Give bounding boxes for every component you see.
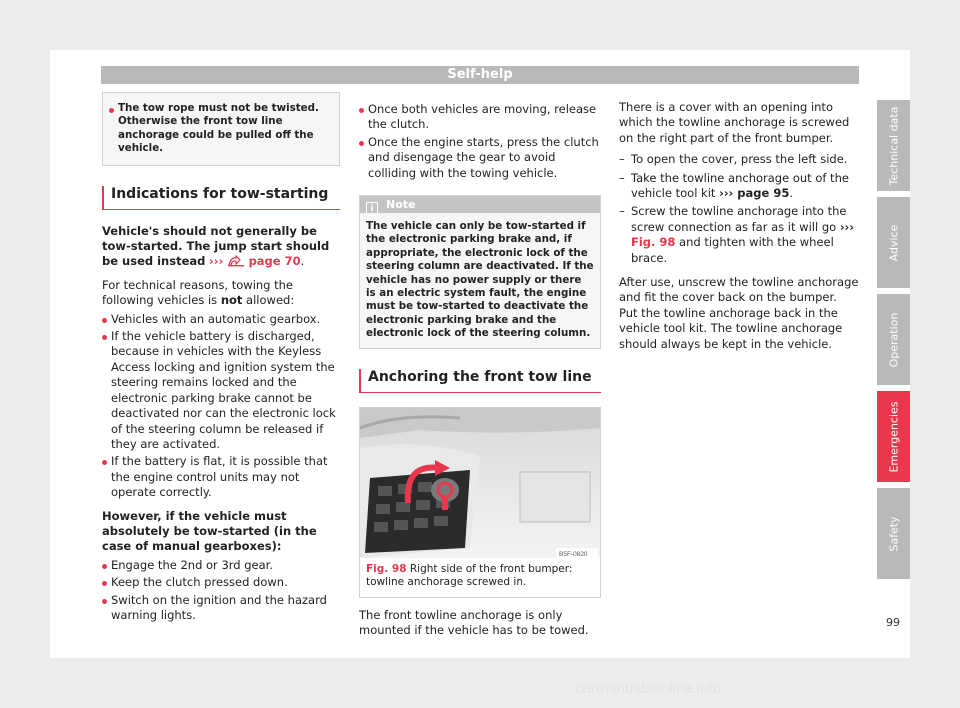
intro-bold-text: Vehicle's should not generally be tow-started. The jump start should be used instead [102,223,330,269]
info-icon: i [366,202,378,216]
tab-label: Operation [887,312,900,367]
intro-ref-page[interactable]: page 70 [248,254,301,269]
page-ref-link[interactable]: ››› page 95 [719,186,790,201]
step-text: Take the towline anchorage out of the vehicle tool kit [631,170,849,201]
note-box [359,195,601,349]
tab-technical-data[interactable] [877,100,910,191]
figure-code: B5F-0820 [559,550,588,558]
dash-marker: – [619,152,625,167]
watermark: carmanualsonline.info [575,680,721,697]
heading-tow-starting: Indications for tow-starting [102,186,340,210]
step-text: To open the cover, press the left side. [631,152,848,167]
tab-label: Emergencies [887,400,900,473]
para-not-allowed [102,278,340,309]
anchoring-paragraph: The front towline anchorage is only mounted if the vehicle has to be towed. [359,607,589,638]
side-tabs [877,100,910,585]
step-end: and tighten with the wheel brace. [631,235,834,265]
tab-label: Technical data [887,106,900,185]
intro-ref-end: . [300,254,305,269]
jump-start-icon [227,255,245,271]
step-item [619,204,859,266]
list-item: If the vehicle battery is discharged, because in vehicles with the Keyless Access locking and ignition system the steering remains locked and the electronic parking brake cannot be deactivated nor can the electronic lock of the steering column be released if they are activated. [102,329,340,452]
step-text: Screw the towline anchorage into the screw connection as far as it will go [631,204,847,234]
column-1 [102,92,340,625]
list-item: Once the engine starts, press the clutch and disengage the gear to avoid colliding with the towing vehicle. [359,135,601,181]
note-title: Note [386,198,416,212]
caption-text: Right side of the front bumper: towline anchorage screwed in. [366,562,573,588]
ref-arrows[interactable]: ››› [839,219,855,234]
step-item [619,171,859,202]
tab-operation[interactable] [877,294,910,385]
column-2 [359,100,601,645]
dash-marker: – [619,204,625,219]
page-number: 99 [886,616,900,629]
list-item: Vehicles with an automatic gearbox. [102,312,340,327]
manual-heading: However, if the vehicle must absolutely be tow-started (in the case of manual gearboxes): [102,508,317,554]
intro-ref-arrows[interactable]: ››› [209,254,224,269]
warning-box [102,92,340,166]
tab-safety[interactable] [877,488,910,579]
list-item: Once both vehicles are moving, release the clutch. [359,102,601,133]
caption-fig-label: Fig. 98 [366,562,407,575]
dash-marker: – [619,170,625,185]
list-item: Keep the clutch pressed down. [102,575,340,590]
section-header: Self-help [101,66,859,84]
tab-label: Safety [887,515,900,552]
step-end: . [789,186,793,201]
para-not-allowed-not: not [220,293,243,308]
after-use-paragraph: After use, unscrew the towline anchorage and fit the cover back on the bumper. Put the towline anchorage back in the vehicle tool kit. The towline anchorage should always be kept in the vehicle. [619,275,859,351]
step-item [619,152,859,167]
fig-ref-link[interactable]: Fig. 98 [631,235,676,250]
list-item: Switch on the ignition and the hazard warning lights. [102,593,340,624]
tab-label: Advice [887,224,900,261]
note-text: The vehicle can only be tow-started if the electronic parking brake and, if appropriate, the electronic lock of the steering column are deactivated. If the vehicle has no power supply or there is an electric system fault, the engine must be tow-started to deactivate the electronic parking brake and the electronic lock of the steering column. [366,220,594,340]
column-3 [619,100,859,358]
list-item: Engage the 2nd or 3rd gear. [102,558,340,573]
heading-anchoring: Anchoring the front tow line [359,369,601,393]
warning-text: The tow rope must not be twisted. Otherwise the front tow line anchorage could be pulled off the vehicle. [109,102,333,156]
list-item: If the battery is flat, it is possible that the engine control units may not operate correctly. [102,454,340,500]
figure-98 [359,407,601,598]
figure-caption [360,558,600,597]
tab-emergencies[interactable] [877,391,910,482]
bumper-photo [360,408,600,558]
tab-advice[interactable] [877,197,910,288]
cover-paragraph: There is a cover with an opening into which the towline anchorage is screwed on the right part of the front bumper. [619,100,850,145]
intro-paragraph [102,224,340,272]
note-header [360,196,600,213]
para-not-allowed-a: For technical reasons, towing the following vehicles is [102,277,294,308]
para-not-allowed-b: allowed: [242,293,295,308]
